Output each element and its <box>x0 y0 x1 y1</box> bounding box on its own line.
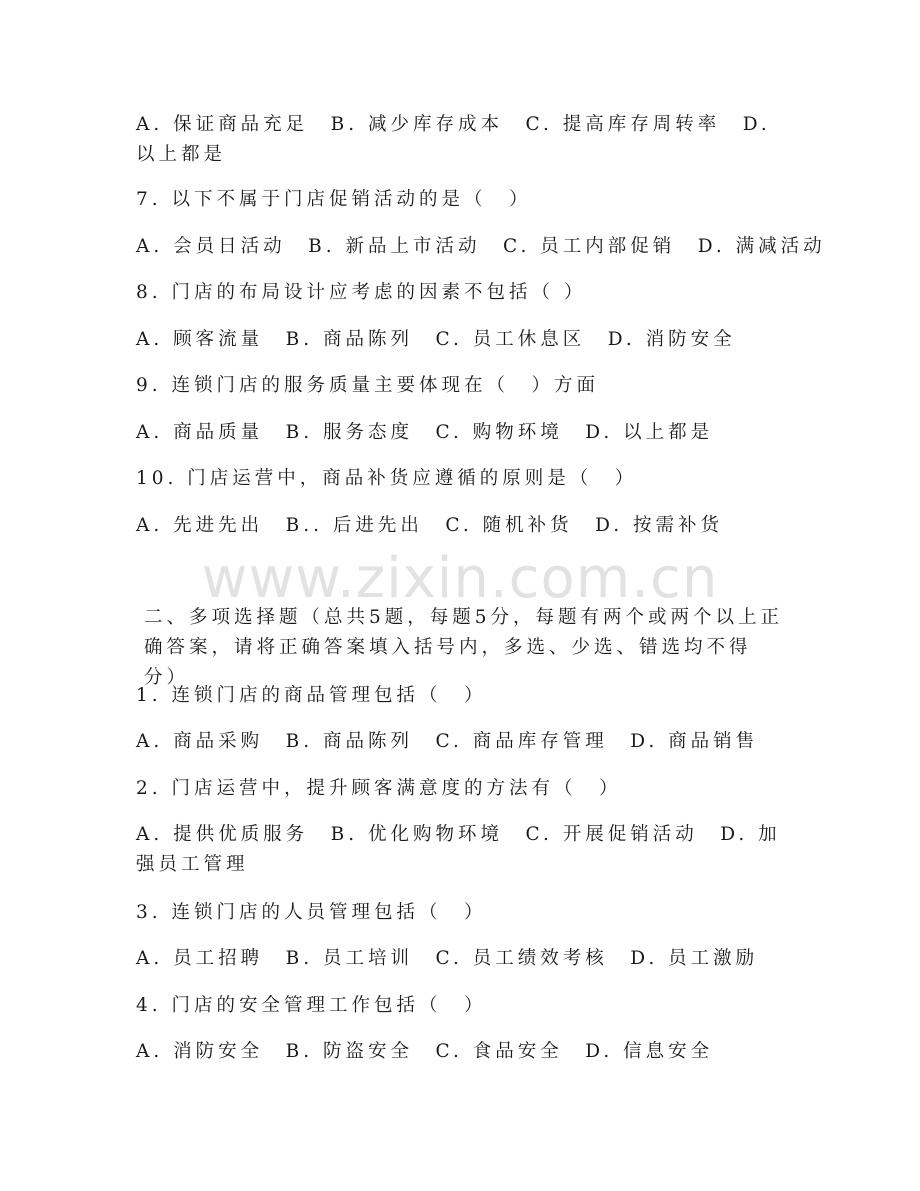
q8-question: 8. 门店的布局设计应考虑的因素不包括（ ） <box>136 282 587 303</box>
mq2-options: A. 提供优质服务 B. 优化购物环境 C. 开展促销活动 D. 加强员工管理 <box>136 824 781 875</box>
watermark-text: www.zixin.com.cn <box>201 546 719 611</box>
q9-options: A. 商品质量 B. 服务态度 C. 购物环境 D. 以上都是 <box>136 422 714 443</box>
q7-question: 7. 以下不属于门店促销活动的是（ ） <box>136 189 532 210</box>
q6-options: A. 保证商品充足 B. 减少库存成本 C. 提高库存周转率 D. 以上都是 <box>136 114 771 165</box>
mq4-question: 4. 门店的安全管理工作包括（ ） <box>136 995 487 1016</box>
mq2-question: 2. 门店运营中，提升顾客满意度的方法有（ ） <box>136 778 622 799</box>
mq1-options: A. 商品采购 B. 商品陈列 C. 商品库存管理 D. 商品销售 <box>136 731 759 752</box>
section-heading-multiple-choice: 二、多项选择题（总共5题，每题5分，每题有两个或两个以上正确答案，请将正确答案填入括号内，多选、少选、错选均不得分） <box>144 607 784 688</box>
q9-question: 9. 连锁门店的服务质量主要体现在（ ）方面 <box>136 375 600 396</box>
mq4-options: A. 消防安全 B. 防盗安全 C. 食品安全 D. 信息安全 <box>136 1041 714 1062</box>
mq3-options: A. 员工招聘 B. 员工培训 C. 员工绩效考核 D. 员工激励 <box>136 948 759 969</box>
q10-question: 10. 门店运营中，商品补货应遵循的原则是（ ） <box>136 468 638 489</box>
mq3-question: 3. 连锁门店的人员管理包括（ ） <box>136 902 487 923</box>
mq1-question: 1. 连锁门店的商品管理包括（ ） <box>136 685 487 706</box>
q7-options: A. 会员日活动 B. 新品上市活动 C. 员工内部促销 D. 满减活动 <box>136 236 826 257</box>
q8-options: A. 顾客流量 B. 商品陈列 C. 员工休息区 D. 消防安全 <box>136 329 736 350</box>
q10-options: A. 先进先出 B.. 后进先出 C. 随机补货 D. 按需补货 <box>136 515 724 536</box>
